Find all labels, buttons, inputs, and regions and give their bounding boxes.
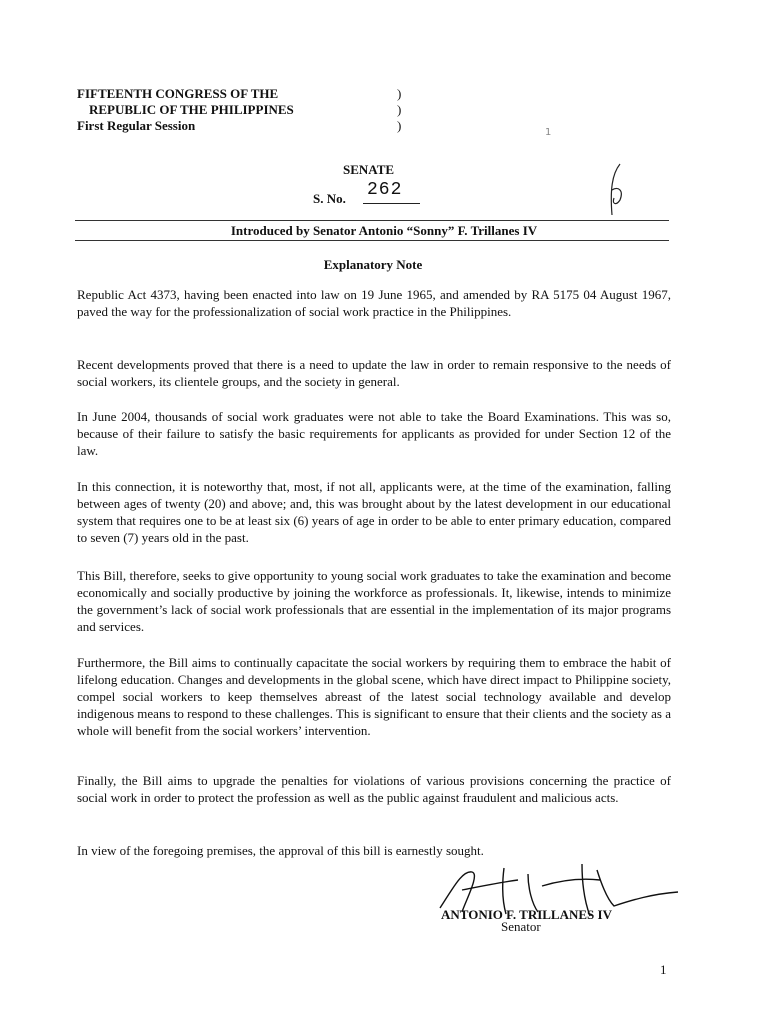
signatory-title: Senator: [501, 919, 541, 934]
paragraph-3: In June 2004, thousands of social work graduates were not able to take the Board Examinations. This was so, because of their failure to satisfy the basic requirements for applicants as provided for under Section 12 of the law.: [77, 409, 671, 458]
rule-bottom: [75, 240, 669, 241]
bracket-1: ): [397, 86, 402, 101]
senate-label: SENATE: [343, 162, 395, 177]
paragraph-7: Finally, the Bill aims to upgrade the penalties for violations of various provisions concerning the practice of social work in order to protect the profession as well as the public against fraudulent and malicious acts.: [77, 773, 671, 805]
paragraph-4: In this connection, it is noteworthy that, most, if not all, applicants were, at the time of the examination, falling between ages of twenty (20) and above; and, this was brought about by the latest development in our educational system that requires one to be at least six (6) years of age in order to be able to enter primary education, compared to seven (7) years old in the past.: [77, 479, 671, 545]
document-title-text: Explanatory Note: [323, 257, 423, 272]
bill-number-value: 262: [367, 180, 403, 200]
signatory-name: ANTONIO F. TRILLANES IV: [441, 907, 612, 922]
introduced-by: [0, 222, 768, 239]
paragraph-8: In view of the foregoing premises, the approval of this bill is earnestly sought.: [77, 843, 484, 858]
paragraph-1: Republic Act 4373, having been enacted into law on 19 June 1965, and amended by RA 5175 04 August 1967, paved the way for the professionalization of social work practice in the Philippines.: [77, 287, 671, 319]
document-title: [0, 256, 746, 273]
bill-number-label: S. No.: [313, 191, 346, 206]
receiving-stamp-date: 1: [545, 127, 555, 138]
bracket-3: ): [397, 118, 402, 133]
bill-number-underline: [363, 203, 420, 204]
congress-line: FIFTEENTH CONGRESS OF THE: [77, 86, 279, 101]
introduced-by-text: Introduced by Senator Antonio “Sonny” F. Trillanes IV: [230, 223, 538, 238]
session-line: First Regular Session: [77, 118, 196, 133]
republic-line: REPUBLIC OF THE PHILIPPINES: [89, 102, 294, 117]
initials-mark: [600, 160, 630, 220]
paragraph-6: Furthermore, the Bill aims to continually capacitate the social workers by requiring them to embrace the habit of lifelong education. Changes and developments in the global scene, which have direct impact to Philippine society, compel social workers to keep themselves abreast of the latest social technology available and develop indigenous means to respond to these challenges. This is significant to ensure that their clients and the society as a whole will benefit from the social workers’ intervention.: [77, 655, 672, 738]
paragraph-5: This Bill, therefore, seeks to give opportunity to young social work graduates to take the examination and become economically and socially productive by joining the workforce as professionals. It, likewise, intends to minimize the government’s lack of social work professionals that are essential in the implementation of its major programs and services.: [77, 568, 671, 634]
paragraph-2: Recent developments proved that there is a need to update the law in order to remain responsive to the needs of social workers, its clientele groups, and the society in general.: [77, 357, 671, 389]
bracket-2: ): [397, 102, 402, 117]
page-number: 1: [660, 962, 667, 977]
rule-top: [75, 220, 669, 221]
